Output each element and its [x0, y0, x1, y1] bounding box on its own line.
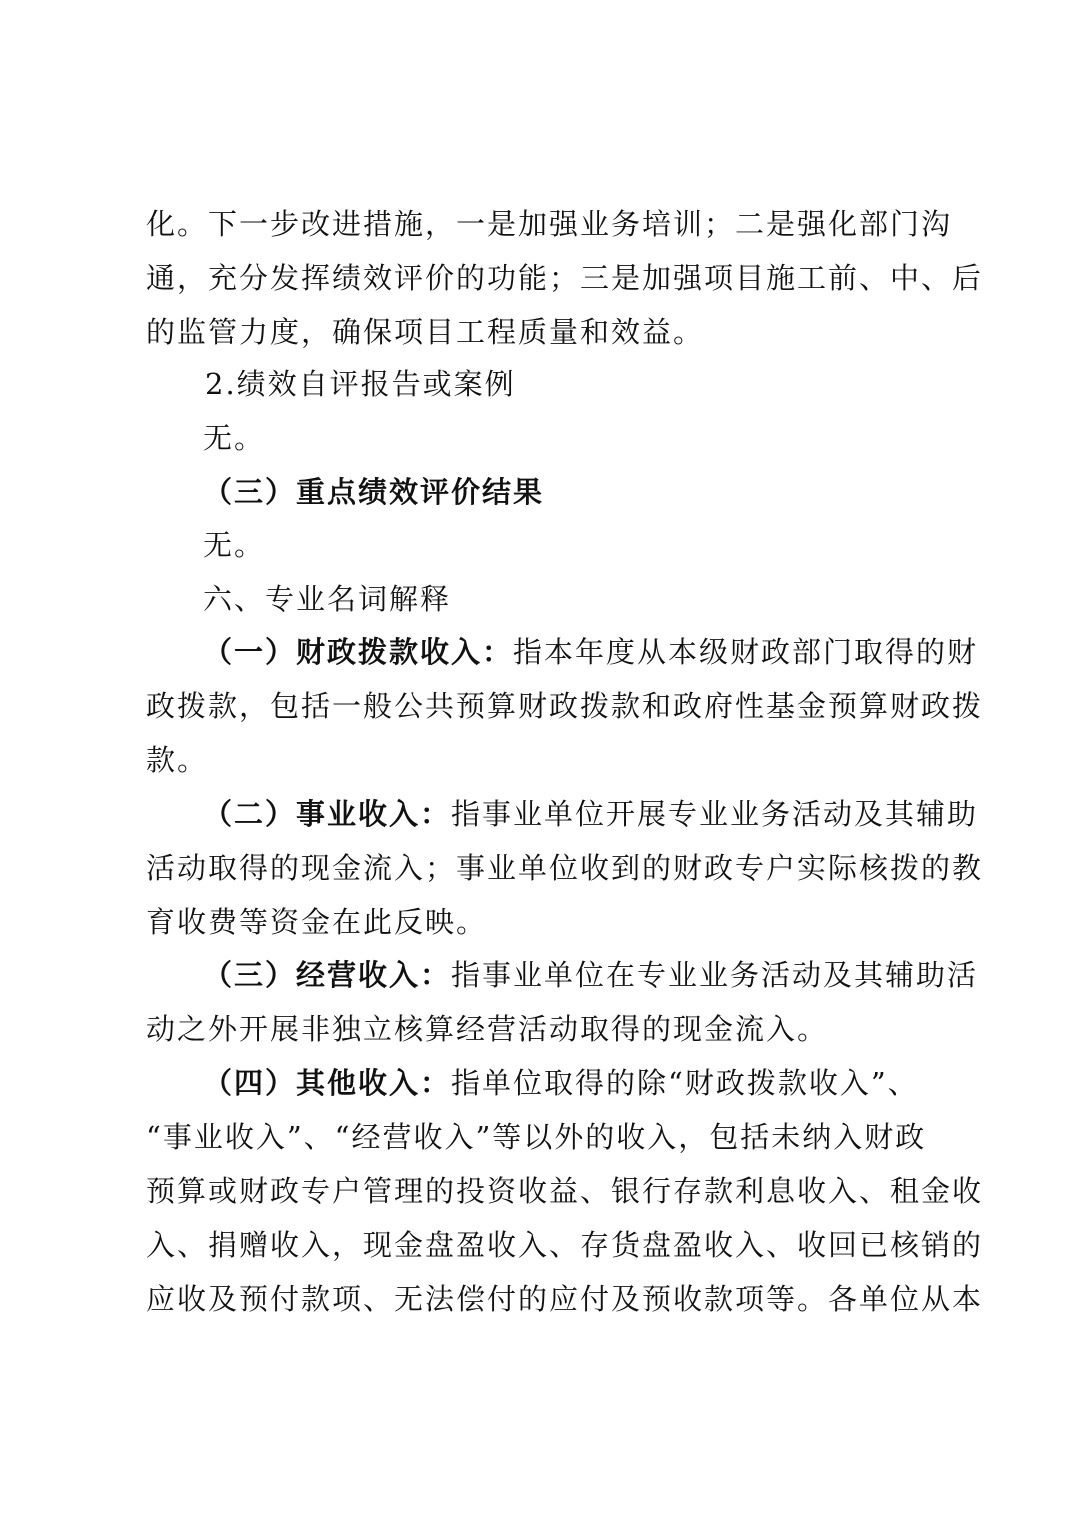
- paragraph-line: 预算或财政专户管理的投资收益、银行存款利息收入、租金收: [146, 1174, 984, 1208]
- paragraph-line: “事业收入”、“经营收入”等以外的收入，包括未纳入财政: [146, 1120, 927, 1154]
- section-heading-terms: 六、专业名词解释: [203, 582, 452, 616]
- term-line: [203, 634, 979, 670]
- term-name: （二）事业收入：: [203, 797, 452, 831]
- term-line: [203, 1065, 926, 1101]
- paragraph-line: 款。: [146, 743, 209, 777]
- term-name: （四）其他收入：: [203, 1066, 452, 1100]
- paragraph-none: 无。: [203, 421, 266, 455]
- paragraph-line: 育收费等资金在此反映。: [146, 905, 488, 939]
- paragraph-line: 动之外开展非独立核算经营活动取得的现金流入。: [146, 1012, 829, 1046]
- section-heading-report: 2.绩效自评报告或案例: [205, 367, 516, 401]
- term-name: （三）经营收入：: [203, 958, 452, 992]
- term-name: （一）财政拨款收入：: [203, 635, 514, 669]
- term-definition: 指单位取得的除“财政拨款收入”、: [451, 1066, 919, 1100]
- section-heading-key-evaluation: （三）重点绩效评价结果: [203, 475, 545, 509]
- term-definition: 指本年度从本级财政部门取得的财: [513, 635, 979, 669]
- paragraph-line: 的监管力度，确保项目工程质量和效益。: [146, 315, 705, 349]
- term-definition: 指事业单位开展专业业务活动及其辅助: [451, 797, 979, 831]
- paragraph-line: 化。下一步改进措施，一是加强业务培训；二是强化部门沟: [146, 207, 953, 241]
- paragraph-line: 政拨款，包括一般公共预算财政拨款和政府性基金预算财政拨: [146, 689, 984, 723]
- term-line: [203, 957, 979, 993]
- term-definition: 指事业单位在专业业务活动及其辅助活: [451, 958, 979, 992]
- paragraph-line: 活动取得的现金流入；事业单位收到的财政专户实际核拨的教: [146, 851, 984, 885]
- paragraph-line: 入、捐赠收入，现金盘盈收入、存货盘盈收入、收回已核销的: [146, 1228, 984, 1262]
- term-line: [203, 796, 979, 832]
- paragraph-line: 应收及预付款项、无法偿付的应付及预收款项等。各单位从本: [146, 1282, 984, 1316]
- paragraph-line: 通，充分发挥绩效评价的功能；三是加强项目施工前、中、后: [146, 261, 984, 295]
- paragraph-none: 无。: [203, 528, 266, 562]
